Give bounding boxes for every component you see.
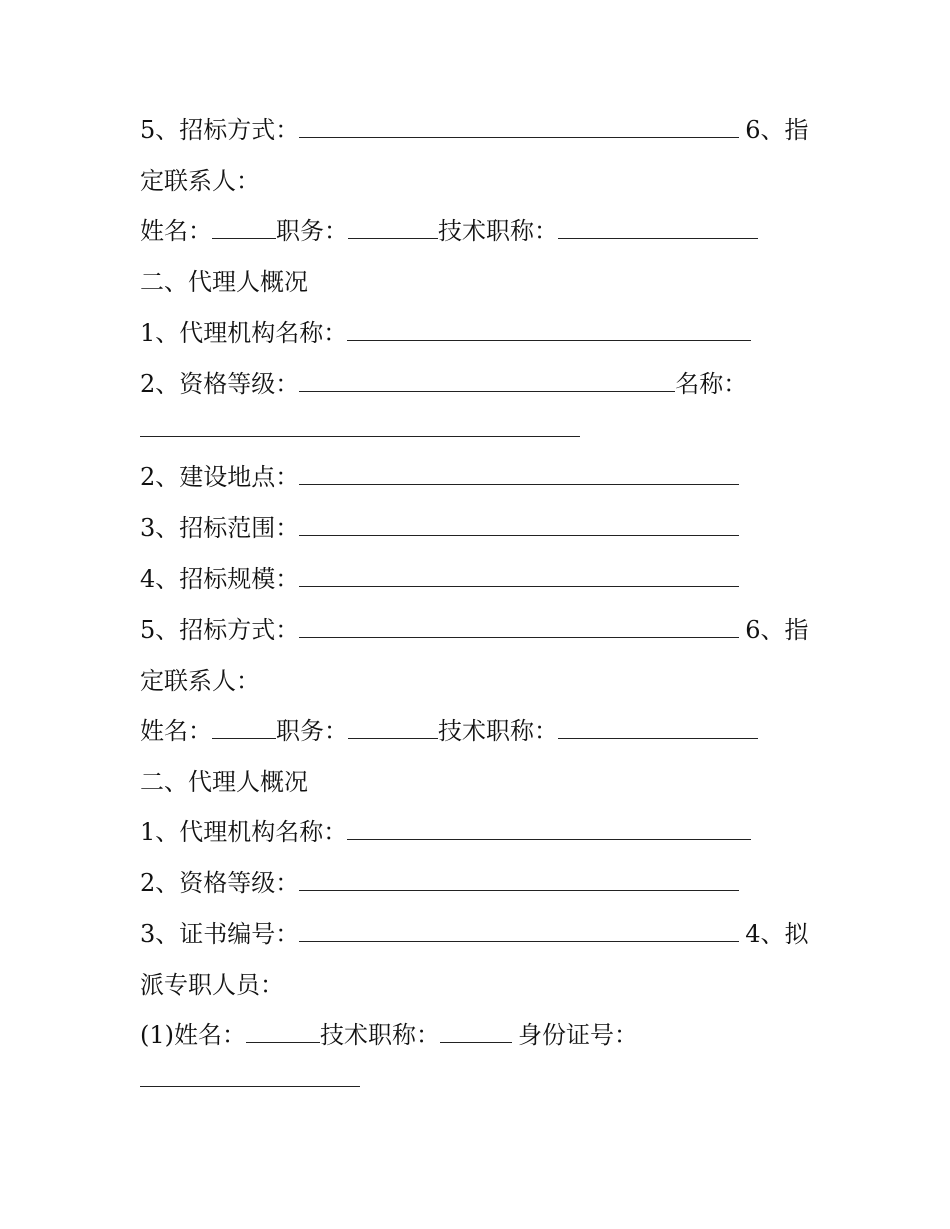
id-number-label: 身份证号：	[518, 1021, 638, 1049]
staff-name-blank[interactable]	[246, 1020, 320, 1043]
bid-scope-label: 3、招标范围：	[140, 514, 300, 542]
qualification-blank-2[interactable]	[299, 868, 739, 891]
position-blank-2[interactable]	[348, 716, 438, 739]
field-bid-method-2	[140, 615, 809, 645]
qualification-label: 2、资格等级：	[140, 370, 300, 398]
staff-name-label: (1)姓名：	[140, 1021, 246, 1049]
bid-scale-line	[140, 564, 739, 594]
technical-title-label: 技术职称：	[438, 217, 558, 245]
bid-method-blank-2[interactable]	[299, 615, 739, 638]
agency-name-line-1	[140, 318, 751, 348]
bid-scale-label: 4、招标规模：	[140, 565, 300, 593]
name-blank-2[interactable]	[140, 414, 580, 437]
position-label: 职务：	[276, 217, 348, 245]
construction-site-label: 2、建设地点：	[140, 463, 300, 491]
agency-name-blank-2[interactable]	[347, 817, 751, 840]
section-agent-overview-1	[140, 267, 308, 297]
designated-contact-label-start: 6、指	[745, 116, 809, 144]
name-label-3: 姓名：	[140, 717, 212, 745]
construction-site-blank[interactable]	[299, 462, 739, 485]
bid-scale-blank[interactable]	[299, 564, 739, 587]
staff-info-line	[140, 1020, 638, 1050]
field-bid-method-1	[140, 115, 809, 145]
construction-site-line	[140, 462, 739, 492]
staff-technical-title-label: 技术职称：	[320, 1021, 440, 1049]
name-blank-3[interactable]	[212, 716, 276, 739]
technical-title-blank[interactable]	[558, 216, 758, 239]
assigned-staff-label-end: 派专职人员：	[140, 971, 284, 999]
designated-contact-label-end-2: 定联系人：	[140, 667, 260, 695]
agency-name-line-2	[140, 817, 751, 847]
id-number-blank-line	[140, 1064, 360, 1094]
name-blank[interactable]	[212, 216, 276, 239]
position-label-2: 职务：	[276, 717, 348, 745]
qualification-blank[interactable]	[299, 369, 675, 392]
agency-name-label-2: 1、代理机构名称：	[140, 818, 348, 846]
bid-method-label-2: 5、招标方式：	[140, 616, 300, 644]
name-label: 姓名：	[140, 217, 212, 245]
technical-title-blank-2[interactable]	[558, 716, 758, 739]
certificate-number-blank[interactable]	[299, 919, 739, 942]
name-label-2: 名称：	[675, 370, 748, 398]
designated-contact-label-end: 定联系人：	[140, 167, 260, 195]
contact-info-line-2	[140, 716, 758, 746]
name-blank-line	[140, 414, 580, 444]
section-agent-overview-2	[140, 767, 308, 797]
certificate-number-line	[140, 919, 809, 949]
technical-title-label-2: 技术职称：	[438, 717, 558, 745]
bid-scope-line	[140, 513, 739, 543]
designated-contact-line-2	[140, 666, 260, 696]
id-number-blank[interactable]	[140, 1064, 360, 1087]
bid-method-blank[interactable]	[299, 115, 739, 138]
section-heading-2: 二、代理人概况	[140, 768, 308, 796]
staff-technical-title-blank[interactable]	[440, 1020, 512, 1043]
qualification-line-2	[140, 868, 739, 898]
section-heading: 二、代理人概况	[140, 268, 308, 296]
certificate-number-label: 3、证书编号：	[140, 920, 300, 948]
contact-info-line-1	[140, 216, 758, 246]
agency-name-label: 1、代理机构名称：	[140, 319, 348, 347]
designated-contact-line-1	[140, 166, 260, 196]
bid-scope-blank[interactable]	[299, 513, 739, 536]
qualification-label-2: 2、资格等级：	[140, 869, 300, 897]
assigned-staff-label-start: 4、拟	[745, 920, 809, 948]
bid-method-label: 5、招标方式：	[140, 116, 300, 144]
agency-name-blank[interactable]	[347, 318, 751, 341]
position-blank[interactable]	[348, 216, 438, 239]
designated-contact-label-start-2: 6、指	[745, 616, 809, 644]
assigned-staff-line	[140, 970, 284, 1000]
qualification-line-1	[140, 369, 747, 399]
